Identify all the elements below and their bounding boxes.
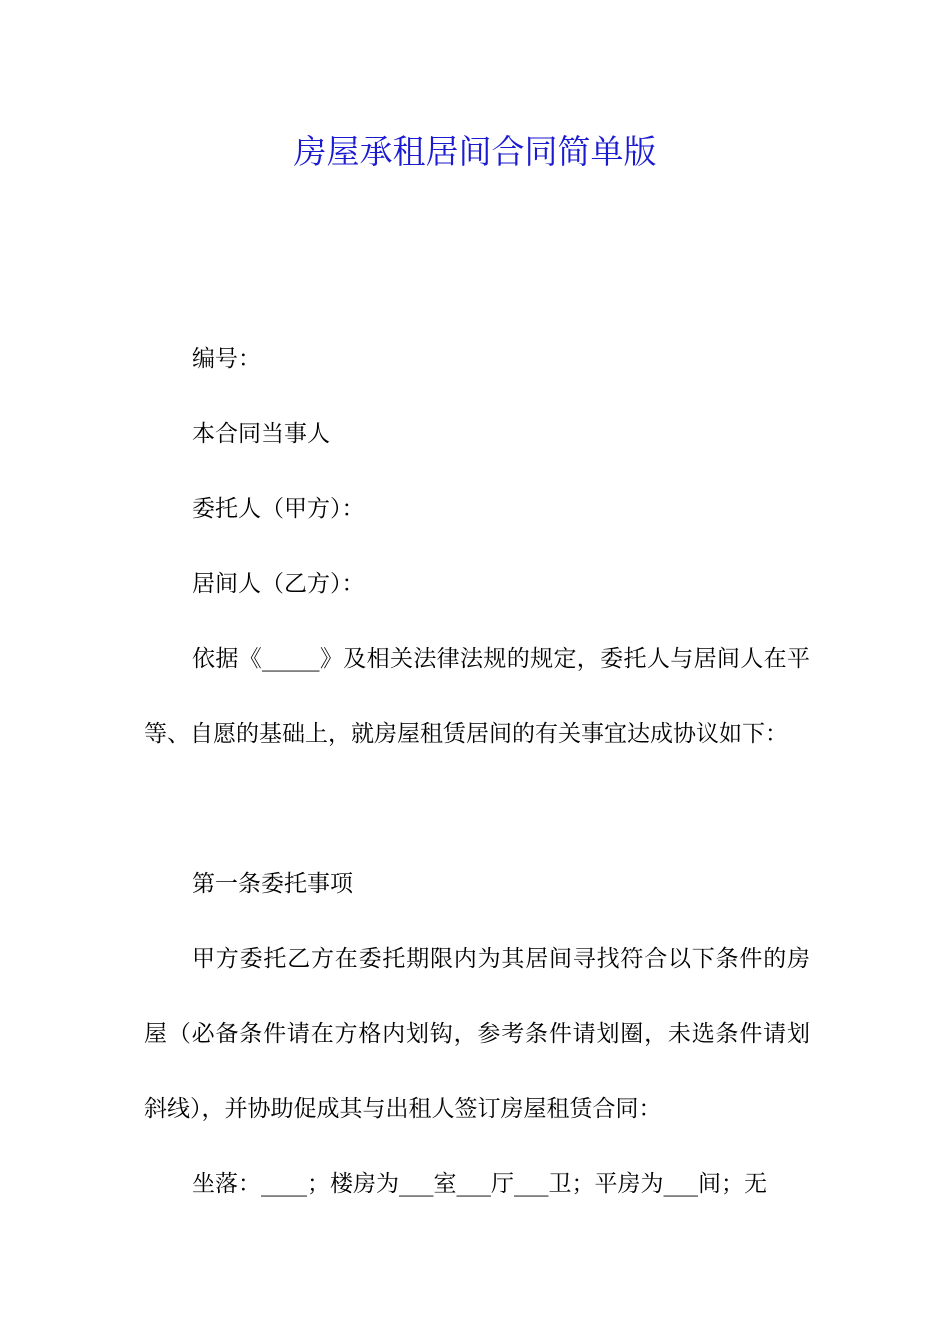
- article-1-paragraph: 甲方委托乙方在委托期限内为其居间寻找符合以下条件的房屋（必备条件请在方格内划钩，参考条件请划圈，未选条件请划斜线），并协助促成其与出租人签订房屋租赁合同：: [144, 946, 810, 1122]
- article-1-heading: 第一条委托事项: [192, 871, 353, 897]
- contract-number-line: 编号：: [192, 346, 261, 372]
- location-line: 坐落：____；楼房为___室___厅___卫；平房为___间；无: [192, 1171, 767, 1197]
- page-title: 房屋承租居间合同简单版: [293, 132, 657, 171]
- parties-heading: 本合同当事人: [192, 421, 330, 447]
- basis-paragraph: 依据《_____》及相关法律法规的规定，委托人与居间人在平等、自愿的基础上，就房屋租赁居间的有关事宜达成协议如下：: [144, 646, 810, 747]
- client-party-line: 委托人（甲方）：: [192, 496, 365, 522]
- broker-party-line: 居间人（乙方）：: [192, 571, 365, 597]
